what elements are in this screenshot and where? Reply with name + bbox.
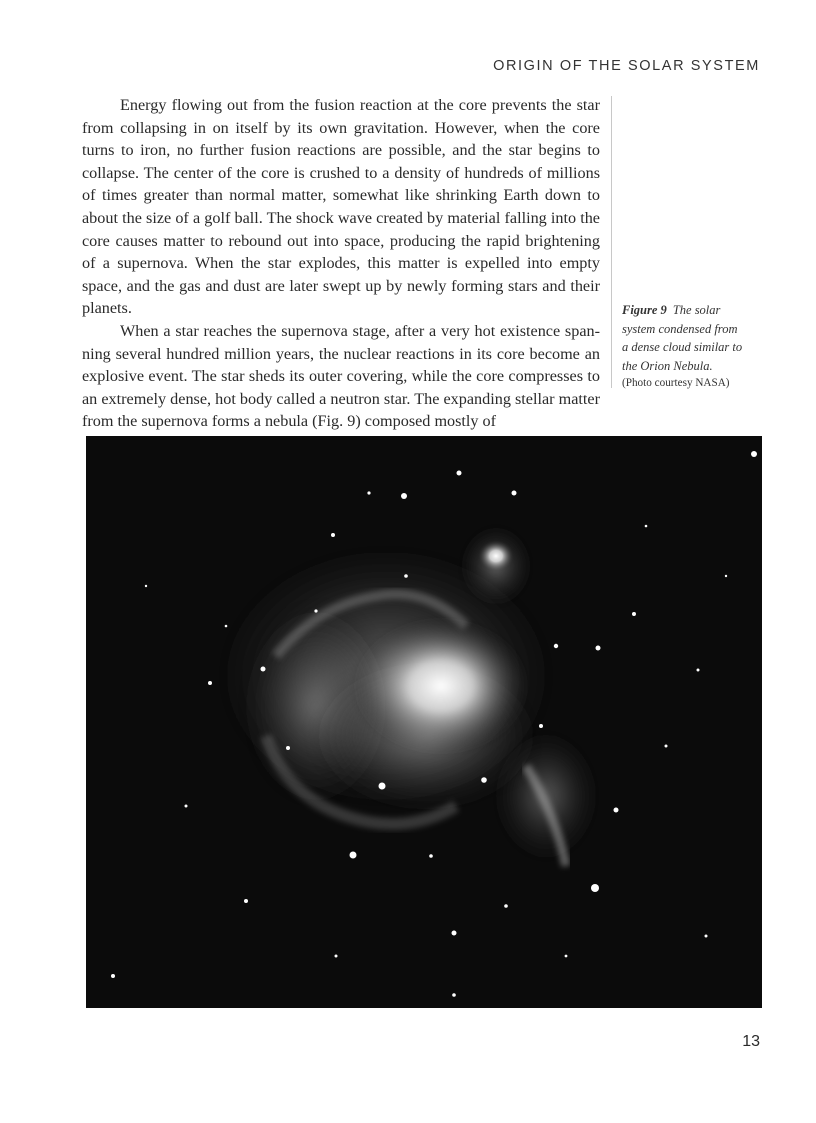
figure-caption-text: The solar system condensed from a dense cloud similar to the Orion Nebula. <box>622 303 743 373</box>
orion-nebula-photo <box>86 436 762 1008</box>
running-head: ORIGIN OF THE SOLAR SYSTEM <box>493 58 760 74</box>
paragraph-1: Energy flowing out from the fusion reaction at the core prevents the star from collapsing in on itself by its own gravitation. However, when the core turns to iron, no further fusion reactions are possible, and the star begins to collapse. The center of the core is crushed to a density of hundreds of millions of times greater than normal matter, somewhat like shrinking Earth down to about the size of a golf ball. The shock wave created by material falling into the core causes matter to rebound out into space, producing the rapid brightening of a supernova. When the star explodes, this matter is expelled into empty space, and the gas and dust are later swept up by newly forming stars and their planets. <box>82 96 600 318</box>
margin-rule <box>611 96 612 388</box>
page-number: 13 <box>742 1033 760 1050</box>
body-text <box>82 94 600 433</box>
figure-caption <box>622 301 744 375</box>
figure-label: Figure 9 <box>622 303 667 317</box>
figure-credit: (Photo courtesy NASA) <box>622 377 730 389</box>
nebula-image <box>86 436 762 1008</box>
paragraph-2: When a star reaches the supernova stage, after a very hot existence spanning several hundred million years, the nuclear reactions in its core become an explosive event. The star sheds its outer covering, while the core compresses to an extremely dense, hot body called a neutron star. The expanding stellar matter from the supernova forms a nebula (Fig. 9) composed mostly of <box>82 321 600 431</box>
